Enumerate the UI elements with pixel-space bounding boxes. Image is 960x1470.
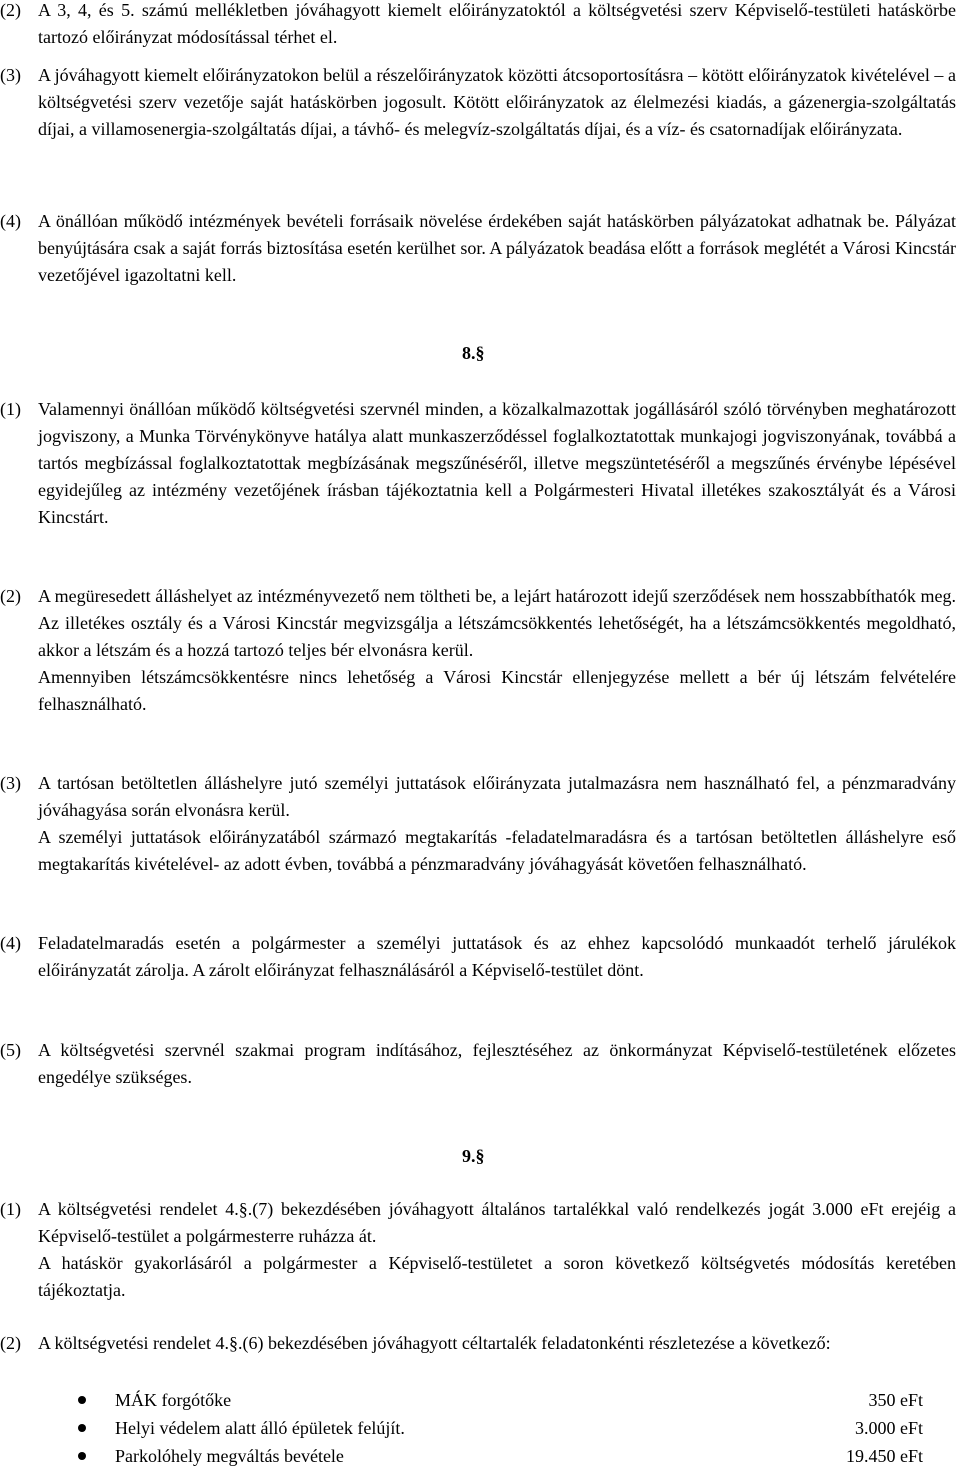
paragraph-number: (4) <box>0 211 21 231</box>
section-8-paragraph-5 <box>0 1037 956 1091</box>
item-amount: 350 eFt <box>868 1390 923 1410</box>
section-8-paragraph-1 <box>0 396 956 531</box>
section-8-paragraph-4 <box>0 930 956 984</box>
paragraph-text: Feladatelmaradás esetén a polgármester a személyi juttatások és az ehhez kapcsolódó munkaadót terhelő járulékok előirányzatát zárolja. A zárolt előirányzat felhasználásáról a Képviselő-testület dönt. <box>38 933 956 980</box>
paragraph-text: A 3, 4, és 5. számú mellékletben jóváhagyott kiemelt előirányzatoktól a költségvetési szerv Képviselő-testületi hatáskörbe tartozó előirányzat módosítással térhet el. <box>38 0 956 47</box>
paragraph-text-continued: A személyi juttatások előirányzatából származó megtakarítás -feladatelmaradásra és a tartósan betöltetlen álláshelyre eső megtakarítás kivételével- az adott évben, továbbá a pénzmaradvány jóváhagyását követően felhasználható. <box>38 827 956 874</box>
paragraph-number: (1) <box>0 399 21 419</box>
paragraph-number: (2) <box>0 586 21 606</box>
paragraph-number: (2) <box>0 1333 21 1353</box>
section-8-paragraph-3 <box>0 770 956 878</box>
paragraph-text: A önállóan működő intézmények bevételi forrásaik növelése érdekében saját hatáskörben pályázatokat adhatnak be. Pályázat benyújtására csak a saját forrás biztosítása esetén kerülhet sor. A pályázatok beadása előtt a források meglétét a Városi Kincstár vezetőjével igazoltatni kell. <box>38 211 956 285</box>
bullet-icon <box>78 1424 86 1432</box>
paragraph-2 <box>0 0 956 51</box>
list-item <box>78 1414 923 1442</box>
paragraph-text: Valamennyi önállóan működő költségvetési szervnél minden, a közalkalmazottak jogállásáról szóló törvényben meghatározott jogviszony, a Munka Törvénykönyve hatálya alatt munkaszerződéssel foglalkoztatottak munkajogi jogviszonyának, továbbá a tartós megbízással foglalkoztatottak megbízásának megszűnéséről, illetve megszüntetéséről a megszűnés érvénybe lépésével egyidejűleg az intézmény vezetőjének írásban tájékoztatnia kell a Polgármesteri Hivatal illetékes szakosztályát és a Városi Kincstárt. <box>38 399 956 527</box>
bullet-icon <box>78 1396 86 1404</box>
paragraph-text-continued: A hatáskör gyakorlásáról a polgármester a Képviselő-testületet a soron következő költségvetés módosítás keretében tájékoztatja. <box>38 1253 956 1300</box>
paragraph-text: A költségvetési rendelet 4.§.(6) bekezdésében jóváhagyott céltartalék feladatonkénti részletezése a következő: <box>38 1333 831 1353</box>
list-item <box>78 1442 923 1470</box>
paragraph-text-continued: Amennyiben létszámcsökkentésre nincs lehetőség a Városi Kincstár ellenjegyzése mellett a bér új létszám felvételére felhasználható. <box>38 667 956 714</box>
item-amount: 19.450 eFt <box>845 1446 923 1466</box>
section-8-paragraph-2 <box>0 583 956 718</box>
section-9-paragraph-2 <box>0 1330 956 1357</box>
item-label: MÁK forgótőke <box>115 1390 232 1410</box>
section-heading-9: 9.§ <box>462 1146 485 1166</box>
paragraph-number: (1) <box>0 1199 21 1219</box>
item-label: Helyi védelem alatt álló épületek felújít. <box>115 1418 405 1438</box>
paragraph-number: (3) <box>0 65 21 85</box>
paragraph-number: (3) <box>0 773 21 793</box>
item-label: Parkolóhely megváltás bevétele <box>115 1446 344 1466</box>
paragraph-number: (2) <box>0 0 21 20</box>
item-amount: 3.000 eFt <box>854 1418 923 1438</box>
reserve-item-list <box>78 1386 923 1470</box>
paragraph-number: (4) <box>0 933 21 953</box>
paragraph-text: A jóváhagyott kiemelt előirányzatokon belül a részelőirányzatok közötti átcsoportosításra – kötött előirányzatok kivételével – a költségvetési szerv vezetője saját hatáskörben jogosult. Kötött előirányzatok az élelmezési kiadás, a gázenergia-szolgáltatás díjai, a villamosenergia-szolgáltatás díjai, a távhő- és melegvíz-szolgáltatás díjai, és a víz- és csatornadíjak előirányzata. <box>38 65 956 139</box>
section-heading-8: 8.§ <box>462 343 485 363</box>
paragraph-number: (5) <box>0 1040 21 1060</box>
paragraph-4 <box>0 208 956 289</box>
paragraph-text: A tartósan betöltetlen álláshelyre jutó személyi juttatások előirányzata jutalmazásra nem használható fel, a pénzmaradvány jóváhagyása során elvonásra kerül. <box>38 773 956 820</box>
section-9-paragraph-1 <box>0 1196 956 1304</box>
bullet-icon <box>78 1452 86 1460</box>
paragraph-text: A megüresedett álláshelyet az intézményvezető nem töltheti be, a lejárt határozott idejű szerződések nem hosszabbíthatók meg. Az illetékes osztály és a Városi Kincstár megvizsgálja a létszámcsökkentés lehetőségét, ha a létszámcsökkentés megoldható, akkor a létszám és a hozzá tartozó teljes bér elvonásra kerül. <box>38 586 956 660</box>
paragraph-text: A költségvetési rendelet 4.§.(7) bekezdésében jóváhagyott általános tartalékkal való rendelkezés jogát 3.000 eFt erejéig a Képviselő-testület a polgármesterre ruházza át. <box>38 1199 956 1246</box>
list-item <box>78 1386 923 1414</box>
paragraph-3 <box>0 62 956 143</box>
paragraph-text: A költségvetési szervnél szakmai program indításához, fejlesztéséhez az önkormányzat Képviselő-testületének előzetes engedélye szükséges. <box>38 1040 956 1087</box>
